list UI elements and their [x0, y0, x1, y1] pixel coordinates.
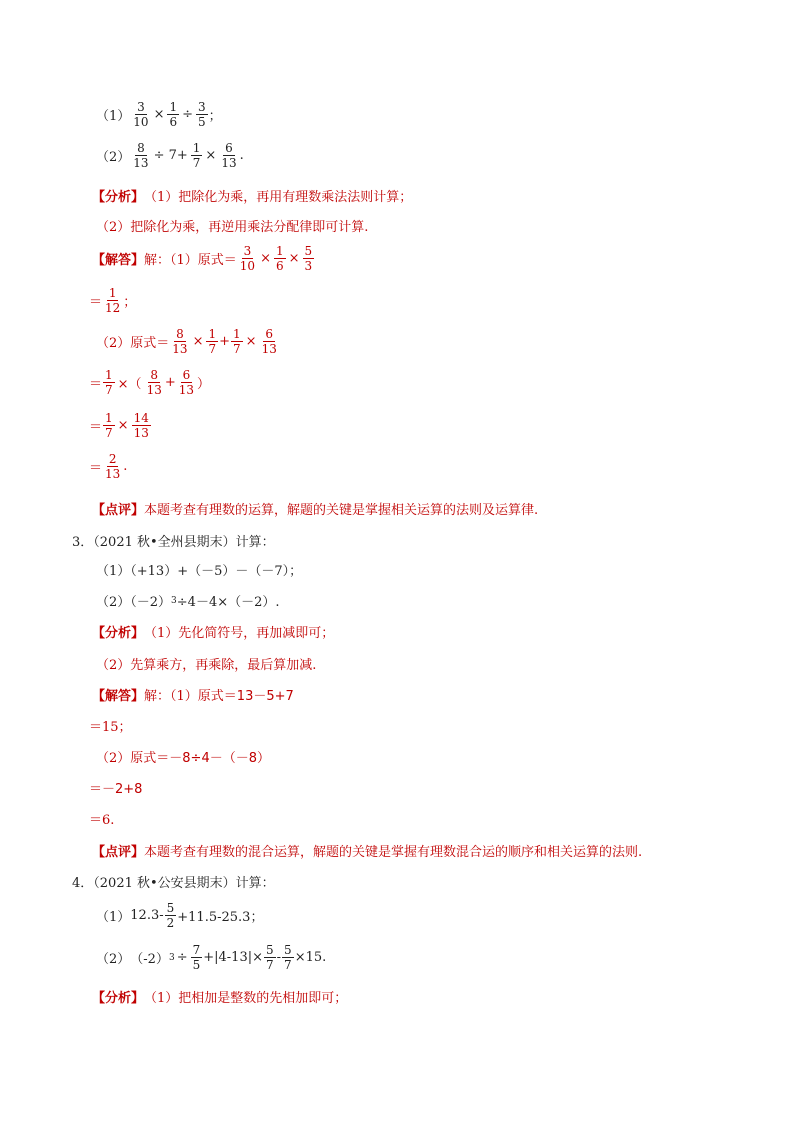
numerator: 8: [137, 141, 145, 155]
denominator: 12: [105, 301, 121, 315]
question-text: +11.5-25.3；: [177, 910, 264, 925]
p2-comment: [92, 499, 538, 518]
fraction: [170, 327, 189, 356]
fraction: [131, 141, 150, 170]
question-text: （2）（－2）: [96, 595, 172, 610]
analysis-text: （1）把相加是整数的先相加即可；: [144, 991, 348, 1006]
equals: ＝: [89, 377, 103, 392]
p3-question-1: [96, 560, 302, 579]
numerator: 5: [304, 244, 313, 258]
answer-tag: 【解答】: [92, 689, 145, 704]
denominator: 7: [105, 426, 113, 440]
punctuation: .: [239, 148, 244, 163]
denominator: 13: [261, 342, 277, 356]
fraction: [274, 244, 286, 273]
operator: ×: [153, 107, 165, 122]
punctuation: ）: [197, 377, 211, 392]
numerator: 5: [266, 943, 274, 957]
denominator: 13: [221, 156, 237, 170]
numerator: 1: [108, 286, 117, 300]
p2-answer-3: [96, 327, 280, 356]
numerator: 8: [176, 327, 184, 341]
fraction: [191, 943, 203, 972]
fraction: [206, 327, 218, 356]
denominator: 13: [178, 383, 195, 397]
question-label: （2）: [96, 150, 131, 165]
p2-question-2: [96, 141, 244, 170]
denominator: 10: [239, 259, 256, 273]
fraction: [145, 368, 164, 397]
numerator: 1: [169, 100, 178, 114]
fraction: [177, 368, 196, 397]
operator: ÷: [176, 950, 188, 965]
numerator: 1: [105, 411, 113, 425]
operator: -: [276, 950, 282, 965]
equals: ＝: [89, 420, 103, 435]
denominator: 7: [284, 958, 292, 972]
p3-analysis-2: [96, 654, 316, 673]
p2-analysis-2: [96, 216, 368, 235]
fraction: [103, 286, 122, 315]
numerator: 5: [284, 943, 292, 957]
operator: ×: [205, 148, 217, 163]
fraction: [196, 100, 208, 129]
fraction: [165, 901, 177, 930]
numerator: 3: [243, 244, 252, 258]
numerator: 7: [192, 943, 201, 957]
fraction: [132, 411, 151, 440]
fraction: [103, 411, 115, 440]
p2-answer-6: [89, 452, 127, 481]
operator: ×: [245, 334, 257, 349]
p3-answer-3: [96, 747, 270, 766]
answer-text: 解：（1）原式＝: [144, 253, 237, 268]
analysis-text: （1）把除化为乘，再用有理数乘法法则计算；: [144, 190, 413, 205]
denominator: 13: [105, 467, 121, 481]
answer-text: 解：（1）原式＝: [144, 689, 237, 704]
question-label: （1）: [96, 910, 131, 925]
p3-answer-1: [92, 685, 294, 704]
comment-tag: 【点评】: [92, 503, 145, 518]
p4-heading: [72, 872, 275, 891]
punctuation: .: [123, 459, 128, 474]
p2-analysis-1: [92, 186, 412, 205]
answer-text: ＝15；: [89, 720, 132, 735]
question-label: （2）: [96, 952, 131, 967]
question-text: ÷4－4×（－2）.: [176, 595, 280, 610]
denominator: 6: [169, 115, 178, 129]
answer-text: ＝6.: [89, 813, 115, 828]
denominator: 10: [133, 115, 149, 129]
comment-tag: 【点评】: [92, 845, 145, 860]
question-text: +|4-13|×: [203, 950, 263, 965]
fraction: [103, 452, 122, 481]
fraction: [231, 327, 243, 356]
analysis-text: （2）把除化为乘，再逆用乘法分配律即可计算.: [96, 220, 369, 235]
fraction: [167, 100, 179, 129]
p3-question-2: [96, 591, 280, 610]
comment-text: 本题考查有理数的运算，解题的关键是掌握相关运算的法则及运算律.: [144, 503, 539, 518]
p3-answer-4: [89, 778, 142, 797]
answer-expression: 13－5+7: [236, 689, 294, 704]
operator: ÷ 7+: [153, 148, 188, 163]
answer-text: （2）原式＝: [96, 751, 170, 766]
answer-text: （2）原式＝: [96, 336, 170, 351]
denominator: 6: [275, 259, 284, 273]
answer-text: ＝－2+8: [89, 782, 143, 797]
numerator: 5: [166, 901, 175, 915]
p4-analysis-1: [92, 987, 347, 1006]
denominator: 13: [133, 426, 149, 440]
numerator: 1: [233, 327, 241, 341]
p2-question-1: [96, 100, 222, 129]
p3-heading: [72, 531, 275, 550]
denominator: 13: [133, 156, 149, 170]
fraction: [131, 100, 150, 129]
p3-analysis-1: [92, 622, 334, 641]
fraction: [191, 141, 203, 170]
denominator: 5: [198, 115, 206, 129]
fraction: [219, 141, 238, 170]
analysis-text: （2）先算乘方，再乘除，最后算加减.: [96, 658, 317, 673]
fraction: [238, 244, 257, 273]
fraction: [260, 327, 279, 356]
numerator: 1: [105, 368, 113, 382]
question-label: （1）: [96, 109, 131, 124]
numerator: 1: [275, 244, 284, 258]
p2-answer-5: [89, 411, 152, 440]
analysis-text: （1）先化简符号，再加减即可；: [144, 626, 335, 641]
p3-comment: [92, 841, 642, 860]
operator: +: [219, 334, 231, 349]
comment-text: 本题考查有理数的混合运算，解题的关键是掌握有理数混合运的顺序和相关运算的法则.: [144, 845, 643, 860]
denominator: 7: [266, 958, 274, 972]
fraction: [282, 943, 294, 972]
answer-expression: －8÷4－（－8）: [169, 751, 270, 766]
numerator: 1: [192, 141, 201, 155]
p2-answer-2: [89, 286, 136, 315]
problem-heading: 4．（2021 秋•公安县期末）计算：: [72, 876, 275, 891]
numerator: 6: [265, 327, 274, 341]
question-text: ×15.: [294, 950, 327, 965]
operator: +: [164, 375, 176, 390]
question-text: 12.3-: [130, 908, 164, 923]
denominator: 3: [304, 259, 313, 273]
operator: ×: [288, 251, 300, 266]
p2-answer-4: [89, 368, 210, 397]
numerator: 6: [182, 368, 191, 382]
analysis-tag: 【分析】: [92, 626, 145, 641]
question-text: （1）（+13）+（－5）－（－7）；: [96, 564, 303, 579]
numerator: 14: [133, 411, 149, 425]
denominator: 2: [166, 916, 175, 930]
numerator: 3: [137, 100, 145, 114]
analysis-tag: 【分析】: [92, 991, 145, 1006]
answer-tag: 【解答】: [92, 253, 145, 268]
punctuation: ；: [123, 295, 137, 310]
exponent: 3: [168, 952, 175, 963]
problem-heading: 3．（2021 秋•全州县期末）计算：: [72, 535, 275, 550]
operator: ×: [260, 251, 271, 266]
question-text: （-2）: [130, 952, 169, 967]
denominator: 7: [192, 156, 201, 170]
numerator: 8: [150, 368, 159, 382]
denominator: 13: [172, 342, 188, 356]
equals: ＝: [89, 461, 103, 476]
analysis-tag: 【分析】: [92, 190, 145, 205]
fraction: [303, 244, 315, 273]
operator: ÷: [182, 107, 194, 122]
equals: ＝: [89, 295, 103, 310]
numerator: 3: [198, 100, 206, 114]
numerator: 2: [108, 452, 117, 466]
denominator: 13: [146, 383, 162, 397]
numerator: 1: [208, 327, 217, 341]
punctuation: ；: [208, 109, 222, 124]
p4-question-1: [96, 901, 263, 930]
p4-question-2: [96, 943, 326, 972]
numerator: 6: [225, 141, 233, 155]
operator: ×（: [117, 377, 142, 392]
fraction: [264, 943, 276, 972]
denominator: 7: [105, 383, 113, 397]
p2-answer-1: [92, 244, 315, 273]
operator: ×: [192, 334, 204, 349]
operator: ×: [117, 418, 129, 433]
denominator: 7: [233, 342, 241, 356]
denominator: 5: [192, 958, 201, 972]
denominator: 7: [208, 342, 217, 356]
p3-answer-2: [89, 716, 132, 735]
fraction: [103, 368, 115, 397]
exponent: 3: [171, 595, 177, 606]
p3-answer-5: [89, 809, 114, 828]
